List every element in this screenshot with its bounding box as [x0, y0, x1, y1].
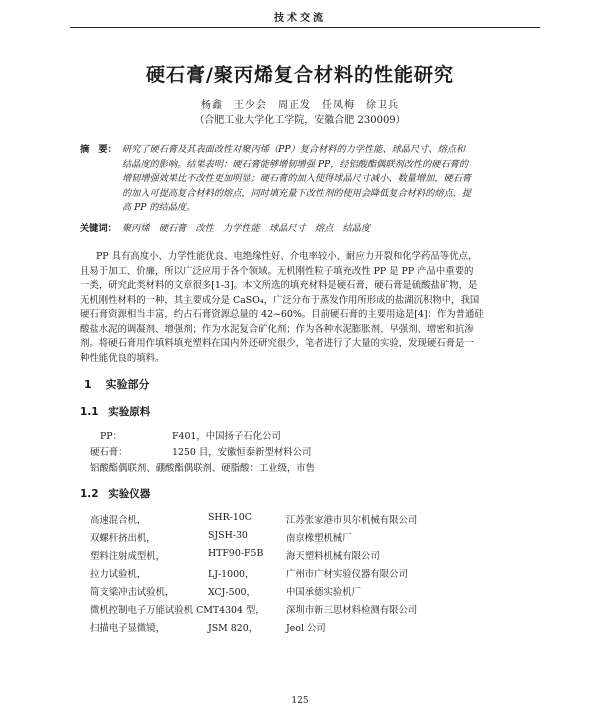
keywords — [80, 222, 540, 237]
instrument-maker: Jeol 公司 — [286, 623, 326, 634]
affiliation: （合肥工业大学化工学院，安徽合肥 230009） — [194, 115, 406, 126]
intro-line: 酸盐水泥的调凝剂、增强剂；作为水泥复合矿化剂；作为各种水泥膨胀剂、早强剂、增密和抗渗 — [80, 323, 474, 335]
section-number: 1 — [84, 378, 92, 391]
page-number: 125 — [291, 696, 309, 706]
instrument-name: 微机控制电子万能试验机 CMT4304 型， — [90, 605, 265, 616]
subsection-heading — [80, 404, 150, 419]
author-list: 杨鑫 王少会 周正发 任凤梅 徐卫兵 — [201, 100, 399, 111]
subsection-number: 1.1 — [80, 406, 99, 418]
intro-line: PP 具有高度小、力学性能优良、电绝缘性好、介电率较小、耐应力开裂和化学药品等优点， — [96, 251, 478, 262]
instrument-maker: 深圳市新三思材料检测有限公司 — [286, 605, 418, 616]
intro-line: 剂。将硬石膏用作填料填充塑料在国内外还研究很少，笔者进行了大量的实验，发现硬石膏是一 — [80, 338, 474, 349]
instrument-model: JSM 820， — [208, 623, 259, 634]
instrument-model: SHR-10C — [208, 512, 252, 523]
abstract-line: 研究了硬石膏及其表面改性对聚丙烯（PP）复合材料的力学性能、球晶尺寸、熔点和 — [122, 144, 466, 155]
abstract-line: 结晶度的影响。结果表明：硬石膏能够增韧增强 PP，经铝酸酯偶联剂改性的硬石膏的 — [122, 158, 469, 170]
header-rule — [70, 27, 540, 28]
material-grade: F401，中国扬子石化公司 — [172, 431, 281, 442]
material-name: PP： — [100, 431, 122, 442]
intro-line: 一类，研究此类材料的文章很多[1-3]。本文所选的填充材料是硬石膏，硬石膏是硫酸盐矿物，是 — [80, 280, 478, 291]
instrument-model: HTF90-F5B — [208, 548, 264, 559]
instrument-model: LJ-1000， — [208, 569, 255, 580]
intro-line: 种性能优良的填料。 — [80, 352, 165, 364]
instrument-name: 塑料注射成型机， — [90, 551, 166, 562]
material-name: 铝酸酯偶联剂、硼酸酯偶联剂、硬脂酸：工业级，市售 — [90, 463, 316, 474]
abstract-line: 高 PP 的结晶度。 — [122, 202, 196, 213]
paper-title: 硬石膏/聚丙烯复合材料的性能研究 — [146, 64, 454, 86]
intro-line: 硬石膏资源相当丰富，约占石膏资源总量的 42~60%。目前硬石膏的主要用途是[4]：作为普通硅 — [80, 309, 484, 320]
instrument-maker: 海天塑料机械有限公司 — [286, 551, 380, 562]
subsection-number: 1.2 — [80, 488, 99, 500]
intro-line: 且易于加工、价廉，所以广泛应用于各个领域。无机刚性粒子填充改性 PP 是 PP 产品中重要的 — [80, 265, 474, 277]
subsection-title: 实验仪器 — [108, 488, 151, 500]
instrument-maker: 广州市广材实验仪器有限公司 — [286, 569, 408, 580]
instrument-name: 高速混合机， — [90, 515, 147, 526]
intro-line: 无机刚性材料的一种，其主要成分是 CaSO₄，广泛分布于蒸发作用所形成的盐湖沉积物中，我国 — [80, 294, 480, 306]
abstract-label: 摘 要： — [80, 144, 117, 155]
abstract-line: 增韧增强效果比不改性更加明显；硬石膏的加入使得球晶尺寸减小、数量增加，硬石膏 — [122, 173, 472, 184]
material-name: 硬石膏： — [90, 447, 128, 458]
abstract — [80, 143, 540, 216]
subsection-title: 实验原料 — [108, 406, 151, 418]
section-title: 实验部分 — [105, 378, 150, 391]
abstract-line: 的加入可提高复合材料的熔点，同时填充量下改性剂的使用会降低复合材料的熔点，提 — [122, 187, 472, 199]
material-grade: 1250 目，安徽恒泰新型材料公司 — [172, 447, 312, 458]
instrument-name: 扫描电子显微镜， — [90, 623, 166, 634]
instrument-model: XCJ-500， — [208, 587, 256, 598]
introduction — [80, 250, 542, 366]
instrument-maker: 中国承德实验机厂 — [286, 587, 362, 598]
section-heading — [84, 376, 150, 392]
instrument-name: 拉力试验机， — [90, 569, 147, 580]
instrument-model: SJSH-30 — [208, 530, 248, 541]
keywords-label: 关键词： — [80, 223, 117, 234]
subsection-heading — [80, 486, 150, 501]
instrument-name: 简支梁冲击试验机， — [90, 587, 175, 598]
instrument-maker: 南京橡塑机械厂 — [286, 533, 352, 544]
instrument-name: 双螺杆挤出机， — [90, 533, 156, 544]
instrument-maker: 江苏张家港市贝尔机械有限公司 — [286, 515, 418, 526]
keywords-text: 聚丙烯 硬石膏 改性 力学性能 球晶尺寸 熔点 结晶度 — [122, 223, 371, 234]
running-head: 技术交流 — [274, 13, 326, 24]
